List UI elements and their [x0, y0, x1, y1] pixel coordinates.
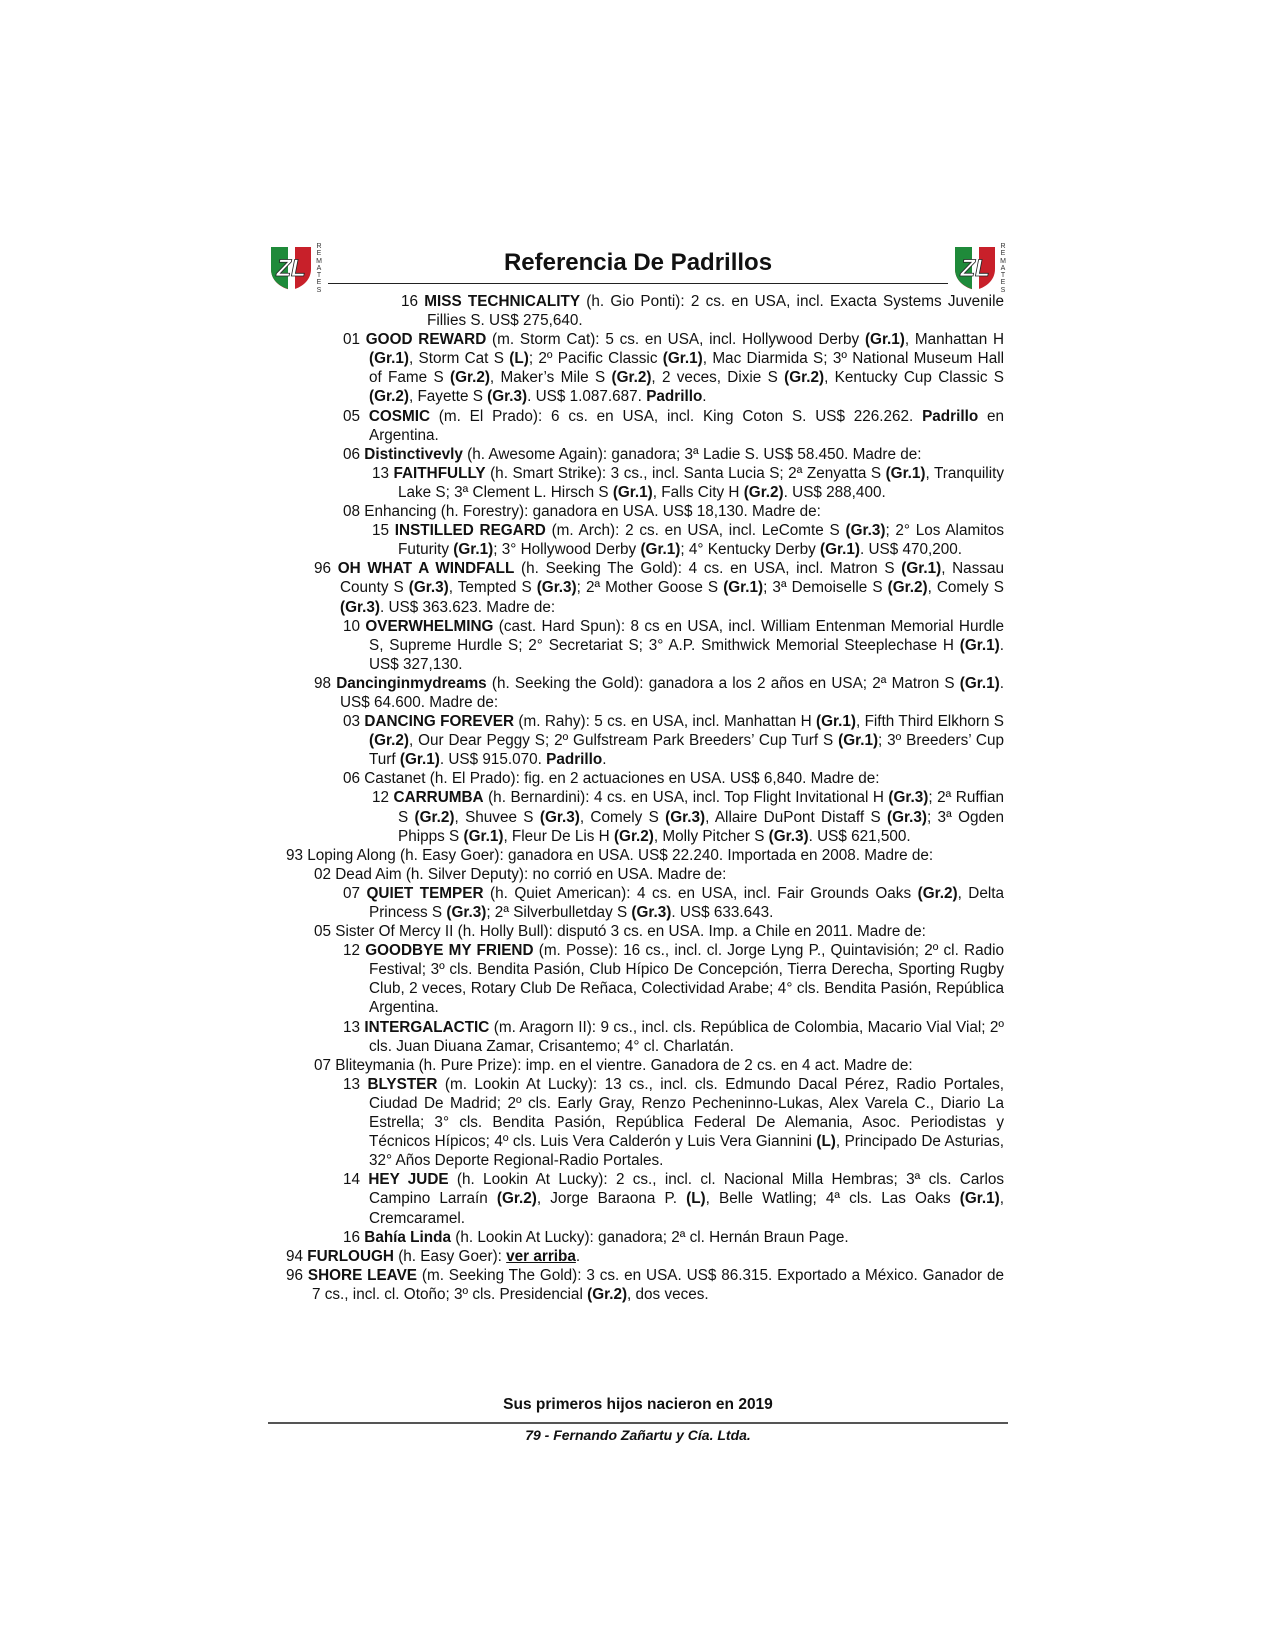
- bold-text: Padrillo: [922, 407, 979, 425]
- bold-text: Bahía Linda: [364, 1228, 451, 1246]
- bold-text: Distinctivevly: [364, 445, 463, 463]
- entry-text: ; 2º Pacific Classic: [528, 350, 663, 368]
- entry-text: (h. Lookin At Lucky): ganadora; 2ª cl. Hernán Braun Page.: [450, 1228, 849, 1246]
- bold-text: GOOD REWARD: [365, 331, 487, 349]
- footer-note: Sus primeros hijos nacieron en 2019: [503, 1396, 773, 1413]
- entry-text: , 2 veces, Dixie S: [651, 369, 785, 387]
- pedigree-list: [286, 292, 1004, 1304]
- bold-text: (Gr.1): [640, 541, 681, 559]
- bold-text: (Gr.1): [723, 579, 764, 597]
- entry-text: , Delta Princess S: [369, 884, 1005, 921]
- entry-text: , Storm Cat S: [408, 350, 510, 368]
- bold-text: (Gr.1): [612, 483, 653, 501]
- bold-text: MISS TECHNICALITY: [424, 293, 581, 310]
- bold-text: (Gr.3): [340, 598, 380, 616]
- bold-text: Dancinginmydreams: [336, 674, 487, 692]
- bold-text: OVERWHELMING: [365, 617, 494, 635]
- entry-text: (m. Rahy): 5 cs. en USA, incl. Manhattan H: [514, 713, 817, 731]
- bold-text: (Gr.2): [743, 483, 784, 501]
- bold-text: CARRUMBA: [393, 789, 484, 807]
- entry-text: (m. El Prado): 6 cs. en USA, incl. King Coton S. US$ 226.262.: [430, 407, 923, 425]
- entry-text: .: [702, 388, 707, 406]
- entry-text: . US$ 633.643.: [671, 904, 774, 921]
- entry-text: 16: [343, 1228, 365, 1246]
- entry-text: , Kentucky Cup Classic S: [824, 369, 1005, 387]
- entry-text: (h. Awesome Again): ganadora; 3ª Ladie S. US$ 58.450. Madre de:: [462, 445, 922, 463]
- entry-text: , Jorge Baraona P.: [536, 1190, 687, 1208]
- entry-text: ; 3ª Demoiselle S: [763, 579, 888, 597]
- bold-text: (Gr.3): [768, 827, 809, 845]
- bold-text: (Gr.1): [399, 751, 440, 769]
- entry-text: (h. Easy Goer):: [393, 1247, 507, 1265]
- pedigree-entry: [286, 330, 1004, 406]
- shield-logo-icon: [268, 243, 314, 291]
- entry-text: 05 Sister Of Mercy II (h. Holly Bull): disputó 3 cs. en USA. Imp. a Chile en 2011. Madre de:: [314, 923, 926, 941]
- pedigree-entry: [286, 674, 1004, 712]
- entry-text: (m. Arch): 2 cs. en USA, incl. LeComte S: [545, 522, 846, 540]
- entry-text: , dos veces.: [627, 1285, 709, 1303]
- entry-text: (m. Storm Cat): 5 cs. en USA, incl. Hollywood Derby: [486, 331, 865, 349]
- bold-text: COSMIC: [368, 407, 431, 425]
- bold-text: (Gr.2): [613, 827, 654, 845]
- pedigree-entry: [286, 1075, 1004, 1170]
- entry-text: . US$ 470,200.: [859, 541, 963, 559]
- bold-text: Padrillo: [646, 388, 703, 406]
- entry-text: . US$ 64.600. Madre de:: [340, 674, 1004, 711]
- entry-text: , Fleur De Lis H: [503, 827, 614, 845]
- bold-text: (Gr.1): [959, 636, 1000, 654]
- entry-text: 06: [343, 445, 365, 463]
- zl-remates-logo: [268, 243, 324, 294]
- entry-text: ; 4° Kentucky Derby: [680, 541, 821, 559]
- entry-text: 07: [343, 884, 367, 902]
- entry-text: , Comely S: [579, 808, 666, 826]
- entry-text: , Nassau County S: [340, 560, 1005, 597]
- pedigree-entry: [286, 617, 1004, 674]
- pedigree-entry: [286, 865, 1004, 884]
- pedigree-entry: [286, 846, 1004, 865]
- pedigree-entry: [286, 559, 1004, 616]
- title-divider: [328, 283, 948, 284]
- bold-text: (Gr.2): [414, 808, 455, 826]
- entry-text: . US$ 327,130.: [369, 636, 1004, 673]
- entry-text: (h. Quiet American): 4 cs. en USA, incl. Fair Grounds Oaks: [483, 884, 918, 902]
- footer-divider: [268, 1422, 1008, 1424]
- bold-text: (Gr.1): [901, 560, 942, 578]
- page-title: Referencia De Padrillos: [503, 249, 773, 276]
- entry-text: 15: [372, 522, 395, 540]
- bold-text: (Gr.3): [665, 808, 706, 826]
- bold-text: (Gr.1): [885, 464, 926, 482]
- entry-text: (h. Smart Strike): 3 cs., incl. Santa Lucia S; 2ª Zenyatta S: [485, 464, 886, 482]
- entry-text: .: [575, 1247, 581, 1265]
- pedigree-entry: [286, 464, 1004, 502]
- bold-text: (Gr.1): [959, 1190, 1000, 1208]
- pedigree-entry: [286, 1266, 1004, 1304]
- entry-text: 01: [343, 331, 366, 349]
- entry-text: ; 3° Hollywood Derby: [493, 541, 641, 559]
- entry-text: 05: [343, 407, 369, 425]
- entry-text: 07 Bliteymania (h. Pure Prize): imp. en el vientre. Ganadora de 2 cs. en 4 act. Madre de:: [314, 1056, 913, 1074]
- bold-text: QUIET TEMPER: [366, 884, 484, 902]
- entry-text: .: [602, 751, 607, 769]
- entry-text: . US$ 288,400.: [783, 483, 886, 501]
- cross-reference-link[interactable]: ver arriba: [506, 1247, 576, 1265]
- entry-text: . US$ 915.070.: [439, 751, 547, 769]
- bold-text: GOODBYE MY FRIEND: [365, 942, 534, 960]
- pedigree-entry: [286, 922, 1004, 941]
- bold-text: (Gr.2): [611, 369, 652, 387]
- pedigree-entry: [286, 1056, 1004, 1075]
- entry-text: 08 Enhancing (h. Forestry): ganadora en USA. US$ 18,130. Madre de:: [343, 503, 821, 521]
- entry-text: ; 2ª Silverbulletday S: [486, 904, 632, 921]
- pedigree-entry: [286, 712, 1004, 769]
- pedigree-entry: [286, 1170, 1004, 1227]
- bold-text: (Gr.1): [816, 713, 856, 731]
- bold-text: (Gr.3): [631, 904, 672, 921]
- entry-text: (m. Aragorn II): 9 cs., incl. cls. República de Colombia, Macario Vial Vial; 2º cls. Juan Diuana Zamar, Crisantemo; 4° cl. Charlatán.: [369, 1018, 1004, 1055]
- pedigree-entry: [286, 521, 1004, 559]
- bold-text: (L): [686, 1190, 706, 1208]
- pedigree-entry: [286, 1228, 1004, 1247]
- entry-text: (h. Lookin At Lucky): 2 cs., incl. cl. Nacional Milla Hembras; 3ª cls. Carlos Campino Larraín: [369, 1171, 1005, 1208]
- bold-text: OH WHAT A WINDFALL: [337, 560, 515, 578]
- entry-text: 13: [372, 464, 394, 482]
- bold-text: (Gr.2): [784, 369, 825, 387]
- logo-side-text: R E M A T E S: [1000, 243, 1006, 294]
- bold-text: (Gr.2): [917, 884, 958, 902]
- bold-text: (Gr.3): [888, 789, 929, 807]
- entry-text: , Belle Watling; 4ª cls. Las Oaks: [705, 1190, 960, 1208]
- bold-text: (Gr.2): [369, 732, 409, 750]
- entry-text: (m. Lookin At Lucky): 13 cs., incl. cls. Edmundo Dacal Pérez, Radio Portales, Ciudad De Madrid; 2º cls. Early Gray, Renzo Pecheninno-Lukas, Alex Varela C., Diario La Estrella; 3° cls. Bendita Pasión, República Federal De Alemania, Asoc. Periodistas y Técnicos Hípicos; 4º cls. Luis Vera Calderón y Luis Vera Giannini: [369, 1075, 1005, 1151]
- bold-text: (Gr.1): [838, 732, 879, 750]
- page-footer: 79 - Fernando Zañartu y Cía. Ltda.: [525, 1427, 751, 1443]
- entry-text: ; 2° Los Alamitos Futurity: [398, 522, 1004, 559]
- entry-text: ; 3ª Ogden Phipps S: [398, 808, 1004, 845]
- entry-text: (h. Gio Ponti): 2 cs. en USA, incl. Exacta Systems Juvenile Fillies S. US$ 275,640.: [427, 293, 1004, 330]
- bold-text: (Gr.2): [369, 388, 409, 406]
- bold-text: (Gr.1): [959, 674, 1000, 692]
- logo-mark: ZL: [960, 255, 990, 282]
- entry-text: , Comely S: [927, 579, 1004, 597]
- pedigree-entry: [286, 884, 1004, 922]
- shield-logo-icon: [952, 243, 998, 291]
- bold-text: (Gr.3): [845, 522, 886, 540]
- entry-text: 13: [343, 1075, 368, 1093]
- bold-text: (Gr.3): [408, 579, 449, 597]
- zl-remates-logo-right: [952, 243, 1008, 294]
- bold-text: (Gr.2): [449, 369, 490, 387]
- entry-text: , Our Dear Peggy S; 2º Gulfstream Park Breeders’ Cup Turf S: [408, 732, 839, 750]
- entry-text: (m. Seeking The Gold): 3 cs. en USA. US$ 86.315. Exportado a México. Ganador de 7 cs., incl. cl. Otoño; 3º cls. Presidencial: [312, 1266, 1005, 1303]
- bold-text: (Gr.3): [539, 808, 580, 826]
- bold-text: (Gr.1): [662, 350, 703, 368]
- entry-text: ; 2ª Ruffian S: [398, 789, 1004, 826]
- entry-text: 98: [314, 674, 337, 692]
- pedigree-entry: [286, 407, 1004, 445]
- entry-text: 12: [343, 942, 366, 960]
- pedigree-entry: [286, 941, 1004, 1017]
- entry-text: en Argentina.: [369, 407, 1005, 444]
- entry-text: , Allaire DuPont Distaff S: [705, 808, 888, 826]
- bold-text: (Gr.1): [864, 331, 905, 349]
- bold-text: INSTILLED REGARD: [394, 522, 546, 540]
- bold-text: (Gr.3): [887, 808, 927, 826]
- bold-text: BLYSTER: [367, 1075, 438, 1093]
- bold-text: (Gr.1): [820, 541, 860, 559]
- entry-text: 06 Castanet (h. El Prado): fig. en 2 actuaciones en USA. US$ 6,840. Madre de:: [343, 770, 880, 788]
- entry-text: , Fifth Third Elkhorn S: [855, 713, 1005, 731]
- entry-text: 14: [343, 1171, 369, 1189]
- entry-text: . US$ 1.087.687.: [527, 388, 647, 406]
- entry-text: , Fayette S: [408, 388, 488, 406]
- bold-text: (Gr.2): [496, 1190, 537, 1208]
- bold-text: FAITHFULLY: [393, 464, 486, 482]
- entry-text: , Shuvee S: [454, 808, 540, 826]
- pedigree-entry: [286, 769, 1004, 788]
- bold-text: (Gr.3): [487, 388, 528, 406]
- entry-text: , Cremcaramel.: [369, 1190, 1004, 1227]
- bold-text: INTERGALACTIC: [364, 1018, 490, 1036]
- entry-text: 96: [286, 1266, 308, 1284]
- entry-text: 94: [286, 1247, 308, 1265]
- bold-text: FURLOUGH: [307, 1247, 394, 1265]
- entry-text: ; 2ª Mother Goose S: [576, 579, 724, 597]
- entry-text: (cast. Hard Spun): 8 cs en USA, incl. William Entenman Memorial Hurdle S, Supreme Hurdle S; 2° Secretariat S; 3° A.P. Smithwick Memorial Steeplechase H: [369, 617, 1004, 654]
- bold-text: DANCING FOREVER: [364, 713, 515, 731]
- bold-text: (Gr.2): [887, 579, 928, 597]
- entry-text: , Molly Pitcher S: [653, 827, 769, 845]
- entry-text: 02 Dead Aim (h. Silver Deputy): no corrió en USA. Madre de:: [314, 865, 727, 883]
- bold-text: (Gr.1): [369, 350, 409, 368]
- entry-text: . US$ 621,500.: [808, 827, 911, 845]
- entry-text: , Tranquility Lake S; 3ª Clement L. Hirsch S: [398, 464, 1004, 501]
- entry-text: , Mac Diarmida S; 3º National Museum Hall of Fame S: [369, 350, 1004, 387]
- pedigree-entry: [286, 502, 1004, 521]
- bold-text: (L): [816, 1133, 836, 1151]
- entry-text: . US$ 363.623. Madre de:: [379, 598, 556, 616]
- entry-text: ; 3º Breeders’ Cup Turf: [369, 732, 1004, 769]
- entry-text: 12: [372, 789, 394, 807]
- bold-text: Padrillo: [546, 751, 603, 769]
- entry-text: 96: [314, 560, 338, 578]
- entry-text: 13: [343, 1018, 365, 1036]
- logo-side-text: R E M A T E S: [316, 243, 322, 294]
- entry-text: 10: [343, 617, 366, 635]
- entry-text: , Falls City H: [652, 483, 744, 501]
- bold-text: (Gr.3): [446, 904, 487, 921]
- entry-text: (m. Posse): 16 cs., incl. cl. Jorge Lyng P., Quintavisión; 2º cl. Radio Festival; 3º cls. Bendita Pasión, Club Hípico De Concepción, Tierra Derecha, Sporting Rugby Club, 2 veces, Rotary Club De Reñaca, Colectividad Arabe; 4° cls. Bendita Pasión, República Argentina.: [369, 942, 1005, 1017]
- pedigree-entry: [286, 788, 1004, 845]
- pedigree-entry: [286, 1018, 1004, 1056]
- bold-text: (Gr.3): [536, 579, 577, 597]
- entry-text: (h. Seeking the Gold): ganadora a los 2 años en USA; 2ª Matron S: [486, 674, 960, 692]
- logo-mark: ZL: [276, 255, 306, 282]
- bold-text: (Gr.1): [453, 541, 494, 559]
- bold-text: (L): [509, 350, 529, 368]
- entry-text: , Tempted S: [448, 579, 537, 597]
- pedigree-entry: [286, 292, 1004, 330]
- entry-text: , Maker’s Mile S: [489, 369, 612, 387]
- entry-text: (h. Bernardini): 4 cs. en USA, incl. Top Flight Invitational H: [483, 789, 889, 807]
- bold-text: (Gr.1): [463, 827, 504, 845]
- pedigree-entry: [286, 1247, 1004, 1266]
- entry-text: (h. Seeking The Gold): 4 cs. en USA, incl. Matron S: [514, 560, 902, 578]
- bold-text: HEY JUDE: [368, 1171, 449, 1189]
- bold-text: SHORE LEAVE: [307, 1266, 417, 1284]
- entry-text: , Manhattan H: [904, 331, 1004, 349]
- page-header: [268, 243, 1008, 294]
- entry-text: 16: [401, 293, 425, 310]
- entry-text: , Principado De Asturias, 32° Años Deporte Regional-Radio Portales.: [369, 1133, 1004, 1170]
- entry-text: 93 Loping Along (h. Easy Goer): ganadora en USA. US$ 22.240. Importada en 2008. Madre de:: [286, 846, 934, 864]
- bold-text: (Gr.2): [587, 1285, 628, 1303]
- entry-text: 03: [343, 713, 365, 731]
- pedigree-entry: [286, 445, 1004, 464]
